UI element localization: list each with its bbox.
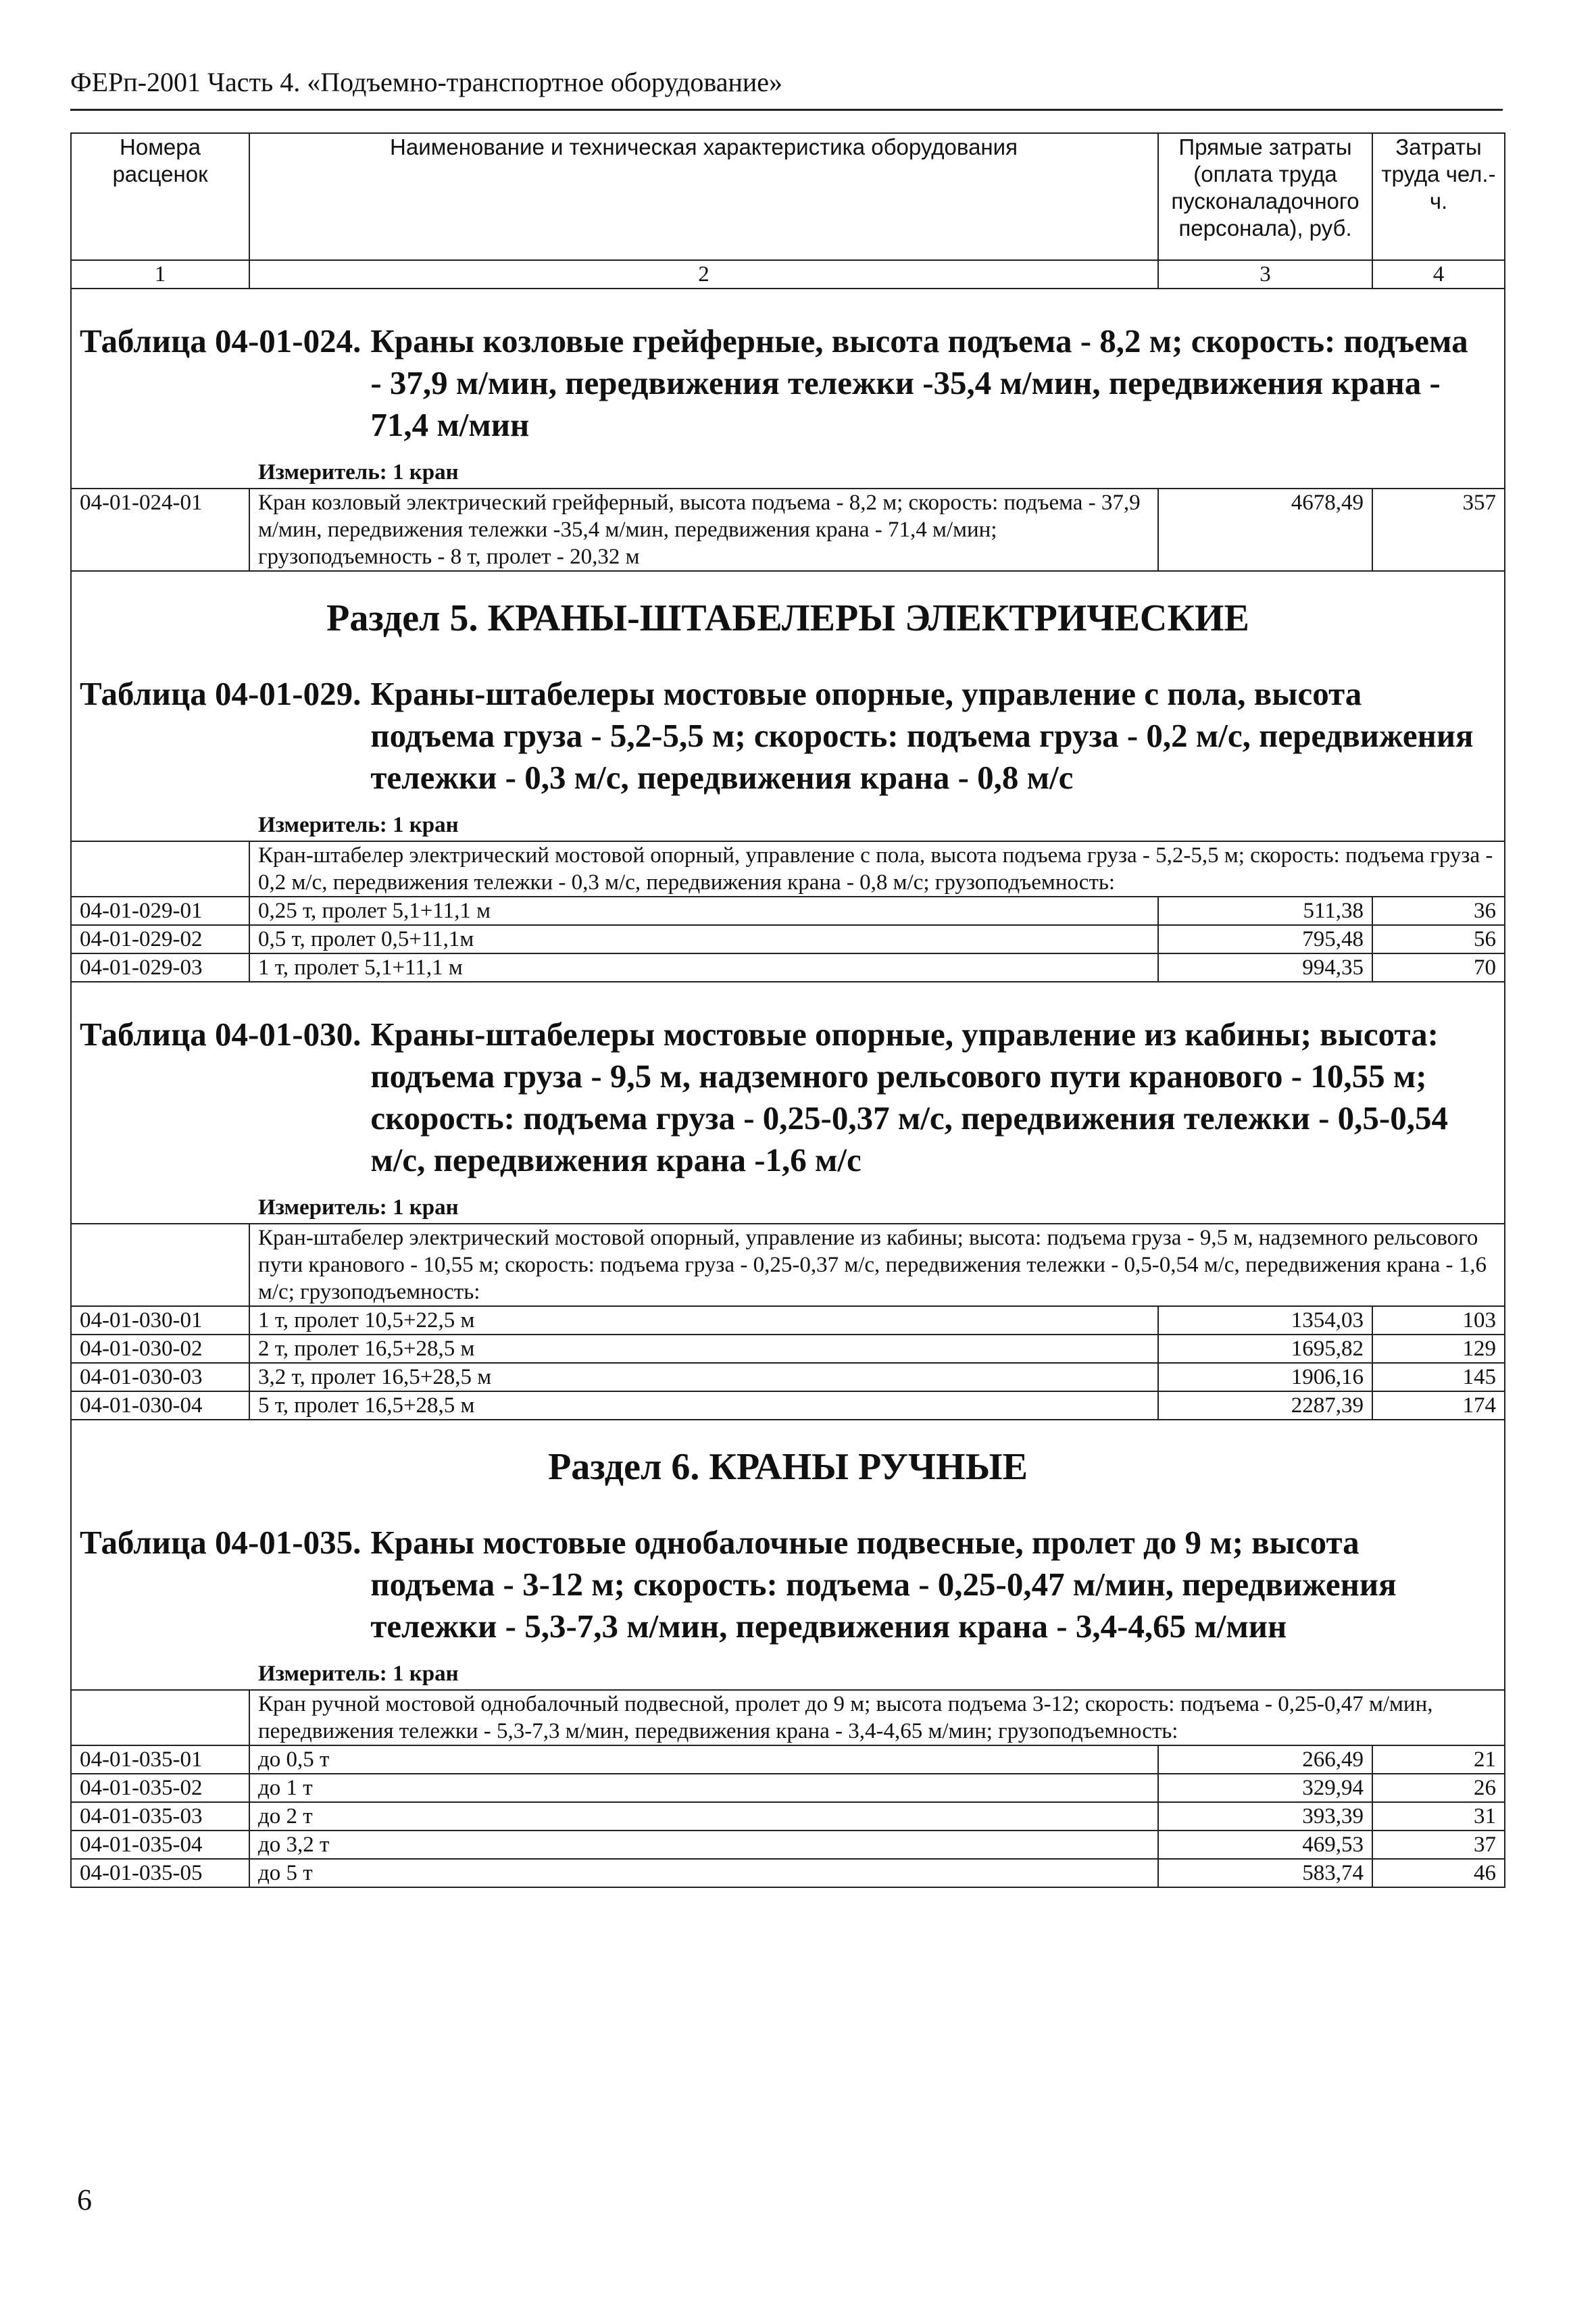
header-row [71, 133, 1505, 260]
page-header: ФЕРп-2001 Часть 4. «Подъемно-транспортное оборудование» [70, 66, 1503, 111]
table-number: Таблица 04-01-029. [80, 675, 361, 712]
rate-code: 04-01-035-03 [71, 1802, 249, 1831]
rate-name: 1 т, пролет 10,5+22,5 м [249, 1306, 1158, 1335]
measure-unit: Измеритель: 1 кран [258, 813, 459, 837]
table-row [71, 1363, 1505, 1391]
table-row [71, 1831, 1505, 1859]
column-number-row [71, 260, 1505, 289]
rate-name: 0,5 т, пролет 0,5+11,1м [249, 925, 1158, 953]
table-row [71, 1802, 1505, 1831]
section-title: Раздел 6. КРАНЫ РУЧНЫЕ [548, 1446, 1028, 1488]
measure-unit: Измеритель: 1 кран [258, 1662, 459, 1686]
rate-cost: 1906,16 [1158, 1363, 1372, 1391]
rate-code: 04-01-029-02 [71, 925, 249, 953]
rate-labor: 357 [1372, 489, 1505, 571]
rate-labor: 36 [1372, 897, 1505, 925]
table-number: Таблица 04-01-030. [80, 1016, 361, 1053]
col-header-direct-costs: Прямые затраты (оплата труда пусконаладочного персонала), руб. [1158, 133, 1372, 260]
rate-cost: 2287,39 [1158, 1391, 1372, 1420]
group-description: Кран-штабелер электрический мостовой опорный, управление из кабины; высота: подъема груза - 9,5 м, надземного рельсового пути кранового - 10,55 м; скорость: подъема груза - 0,25-0,37 м/с, передвижения тележки - 0,5-0,54 м/с, передвижения крана - 1,6 м/с; грузоподъемность: [249, 1224, 1505, 1306]
rate-name: 5 т, пролет 16,5+28,5 м [249, 1391, 1158, 1420]
table-description: Краны-штабелеры мостовые опорные, управление с пола, высота подъема груза - 5,2-5,5 м; скорость: подъема груза - 0,2 м/с, передвижения тележки - 0,3 м/с, передвижения крана - 0,8 м/с [370, 675, 1474, 796]
table-row [71, 897, 1505, 925]
table-row [71, 1859, 1505, 1887]
table-block [71, 289, 1505, 489]
rate-cost: 469,53 [1158, 1831, 1372, 1859]
rate-labor: 56 [1372, 925, 1505, 953]
table-title [80, 1491, 1496, 1647]
table-row [71, 489, 1505, 571]
col-number: 3 [1158, 260, 1372, 289]
rate-code: 04-01-035-02 [71, 1774, 249, 1802]
rate-code: 04-01-029-03 [71, 953, 249, 982]
rate-cost: 329,94 [1158, 1774, 1372, 1802]
rate-name: до 3,2 т [249, 1831, 1158, 1859]
table-title [80, 982, 1496, 1181]
table-row [71, 1306, 1505, 1335]
table-number: Таблица 04-01-035. [80, 1524, 361, 1561]
table-title [80, 289, 1496, 446]
rate-labor: 174 [1372, 1391, 1505, 1420]
rate-cost: 1354,03 [1158, 1306, 1372, 1335]
group-description-row [71, 1224, 1505, 1306]
rate-code: 04-01-035-01 [71, 1745, 249, 1774]
price-table [70, 132, 1505, 1888]
rate-cost: 1695,82 [1158, 1335, 1372, 1363]
rate-cost: 511,38 [1158, 897, 1372, 925]
col-number: 4 [1372, 260, 1505, 289]
rate-name: до 0,5 т [249, 1745, 1158, 1774]
rate-labor: 70 [1372, 953, 1505, 982]
table-block [71, 982, 1505, 1224]
table-row [71, 925, 1505, 953]
group-description: Кран-штабелер электрический мостовой опорный, управление с пола, высота подъема груза - 5,2-5,5 м; скорость: подъема груза - 0,2 м/с, передвижения тележки - 0,3 м/с, передвижения крана - 0,8 м/с; грузоподъемность: [249, 841, 1505, 897]
rate-name: 3,2 т, пролет 16,5+28,5 м [249, 1363, 1158, 1391]
page-number: 6 [77, 2183, 92, 2216]
measure-unit: Измеритель: 1 кран [258, 460, 459, 484]
col-header-name: Наименование и техническая характеристика оборудования [249, 133, 1158, 260]
col-number: 2 [249, 260, 1158, 289]
rate-labor: 103 [1372, 1306, 1505, 1335]
group-description: Кран ручной мостовой однобалочный подвесной, пролет до 9 м; высота подъема 3-12; скорость: подъема - 0,25-0,47 м/мин, передвижения тележки - 5,3-7,3 м/мин, передвижения крана - 3,4-4,65 м/мин; грузоподъемность: [249, 1690, 1505, 1745]
rate-code: 04-01-024-01 [71, 489, 249, 571]
rate-name: 1 т, пролет 5,1+11,1 м [249, 953, 1158, 982]
section-title: Раздел 5. КРАНЫ-ШТАБЕЛЕРЫ ЭЛЕКТРИЧЕСКИЕ [326, 597, 1249, 639]
rate-name: 0,25 т, пролет 5,1+11,1 м [249, 897, 1158, 925]
rate-name: 2 т, пролет 16,5+28,5 м [249, 1335, 1158, 1363]
rate-cost: 393,39 [1158, 1802, 1372, 1831]
rate-cost: 4678,49 [1158, 489, 1372, 571]
rate-name: Кран козловый электрический грейферный, высота подъема - 8,2 м; скорость: подъема - 37,9 м/мин, передвижения тележки -35,4 м/мин, передвижения крана - 71,4 м/мин; грузоподъемность - 8 т, пролет - 20,32 м [249, 489, 1158, 571]
rate-code: 04-01-035-05 [71, 1859, 249, 1887]
table-row [71, 1745, 1505, 1774]
rate-code: 04-01-030-03 [71, 1363, 249, 1391]
rate-code: 04-01-030-02 [71, 1335, 249, 1363]
rate-labor: 31 [1372, 1802, 1505, 1831]
table-row [71, 1391, 1505, 1420]
measure-unit: Измеритель: 1 кран [258, 1195, 459, 1220]
rate-labor: 26 [1372, 1774, 1505, 1802]
rate-cost: 266,49 [1158, 1745, 1372, 1774]
table-number: Таблица 04-01-024. [80, 322, 361, 359]
table-row [71, 1774, 1505, 1802]
rate-labor: 46 [1372, 1859, 1505, 1887]
table-title [80, 642, 1496, 799]
table-row [71, 953, 1505, 982]
group-description-row [71, 841, 1505, 897]
rate-code: 04-01-029-01 [71, 897, 249, 925]
table-row [71, 1335, 1505, 1363]
table-description: Краны мостовые однобалочные подвесные, пролет до 9 м; высота подъема - 3-12 м; скорость: подъема - 0,25-0,47 м/мин, передвижения тележки - 5,3-7,3 м/мин, передвижения крана - 3,4-4,65 м/мин [370, 1524, 1397, 1645]
table-description: Краны-штабелеры мостовые опорные, управление из кабины; высота: подъема груза - 9,5 м, надземного рельсового пути кранового - 10,55 м; скорость: подъема груза - 0,25-0,37 м/с, передвижения тележки - 0,5-0,54 м/с, передвижения крана -1,6 м/с [370, 1016, 1448, 1178]
rate-name: до 5 т [249, 1859, 1158, 1887]
rate-cost: 795,48 [1158, 925, 1372, 953]
rate-cost: 994,35 [1158, 953, 1372, 982]
table-block [71, 1420, 1505, 1690]
rate-code: 04-01-030-01 [71, 1306, 249, 1335]
rate-code: 04-01-035-04 [71, 1831, 249, 1859]
rate-code: 04-01-030-04 [71, 1391, 249, 1420]
group-description-row [71, 1690, 1505, 1745]
col-number: 1 [71, 260, 249, 289]
rate-labor: 37 [1372, 1831, 1505, 1859]
col-header-codes: Номера расценок [71, 133, 249, 260]
table-block [71, 571, 1505, 841]
rate-labor: 145 [1372, 1363, 1505, 1391]
rate-cost: 583,74 [1158, 1859, 1372, 1887]
rate-name: до 2 т [249, 1802, 1158, 1831]
rate-labor: 21 [1372, 1745, 1505, 1774]
rate-name: до 1 т [249, 1774, 1158, 1802]
col-header-labor: Затраты труда чел.-ч. [1372, 133, 1505, 260]
table-description: Краны козловые грейферные, высота подъема - 8,2 м; скорость: подъема - 37,9 м/мин, передвижения тележки -35,4 м/мин, передвижения крана - 71,4 м/мин [370, 322, 1468, 443]
rate-labor: 129 [1372, 1335, 1505, 1363]
